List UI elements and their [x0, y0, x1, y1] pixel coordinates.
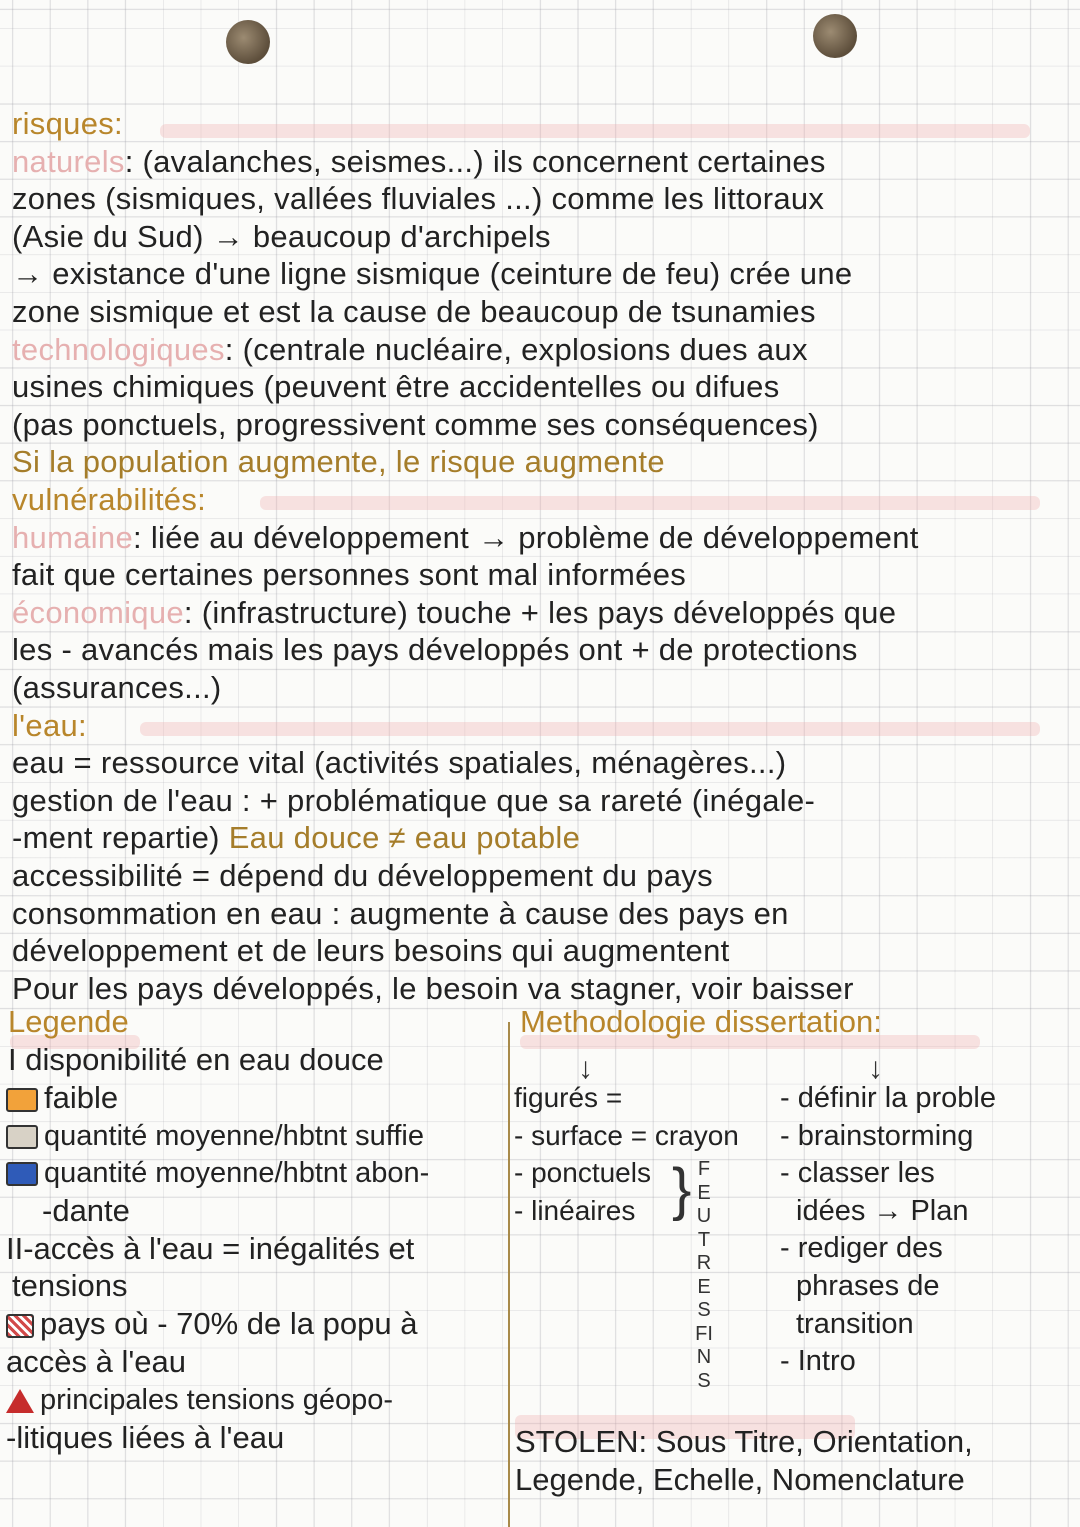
legend-item-faible: [6, 1080, 118, 1116]
legend-section-1: I disponibilité en eau douce: [8, 1042, 384, 1077]
note-text: : (infrastructure) touche + les pays développés que: [183, 594, 897, 630]
note-line: [12, 971, 854, 1007]
note-line: [12, 407, 819, 443]
figure-item: figurés =: [514, 1082, 623, 1113]
legend-item-tensions: [6, 1382, 393, 1418]
note-text: zone sismique et est la cause de beaucoup de tsunamies: [12, 294, 816, 329]
legend-item-abondante-cont: -dante: [42, 1193, 130, 1228]
note-text: Pour les pays développés, le besoin va stagner, voir baisser: [12, 970, 854, 1006]
category-label: naturels: [12, 143, 125, 179]
note-line: [12, 896, 789, 932]
punch-hole-left: [226, 20, 270, 64]
section-heading: risques:: [12, 106, 123, 141]
note-text: (pas ponctuels, progressivent comme ses conséquences): [12, 406, 819, 442]
legend-title: Legende: [8, 1004, 129, 1039]
legend-item-tensions-cont: -litiques liées à l'eau: [6, 1420, 285, 1455]
note-line: [12, 181, 824, 217]
note-text: les - avancés mais les pays développés ont + de protections: [12, 632, 858, 668]
stolen-line-1: STOLEN: Sous Titre, Orientation,: [515, 1424, 973, 1459]
note-text: → existance d'une ligne sismique (ceinture de feu) crée une: [12, 256, 853, 292]
highlight-risques: [160, 124, 1030, 138]
note-line: [12, 520, 919, 556]
method-step: transition: [796, 1307, 914, 1340]
legend-label: principales tensions géopo-: [40, 1384, 394, 1416]
red-triangle-icon: [6, 1389, 34, 1413]
legend-item-pays-cont: accès à l'eau: [6, 1344, 186, 1379]
note-text: (Asie du Sud) → beaucoup d'archipels: [12, 218, 551, 254]
note-text: usines chimiques (peuvent être accidentelles ou difues: [12, 369, 780, 405]
legend-item-suffie: [6, 1118, 424, 1154]
note-text: eau = ressource vital (activités spatiales, ménagères...): [12, 745, 787, 781]
note-line: [12, 144, 826, 180]
methodology-title: Methodologie dissertation:: [520, 1004, 882, 1039]
method-step: - Intro: [780, 1345, 856, 1378]
note-text: : (avalanches, seismes...) ils concernent certaines: [124, 143, 826, 179]
stolen-line-2: Legende, Echelle, Nomenclature: [515, 1462, 965, 1497]
note-text: Si la population augmente, le risque augmente: [12, 444, 665, 480]
note-line: [12, 482, 206, 518]
note-text: Eau douce ≠ eau potable: [228, 820, 581, 856]
note-line: [12, 106, 123, 142]
category-label: humaine: [12, 519, 134, 555]
note-line: [12, 444, 665, 480]
brace-icon: }: [672, 1157, 692, 1222]
note-line: [12, 557, 686, 593]
blue-swatch-icon: [6, 1162, 38, 1186]
category-label: économique: [12, 594, 184, 630]
figure-item: - surface = crayon: [514, 1119, 739, 1151]
note-text: : liée au développement → problème de développement: [133, 519, 919, 555]
legend-label: faible: [44, 1080, 119, 1115]
note-line: [12, 369, 780, 405]
note-text: -ment repartie): [12, 820, 229, 856]
note-line: [12, 332, 808, 368]
method-step: - brainstorming: [780, 1119, 974, 1152]
vertical-feutres-fins: FEUTRES FINS: [695, 1158, 713, 1392]
column-divider: [508, 1022, 510, 1527]
note-line: [12, 820, 580, 856]
orange-swatch-icon: [6, 1088, 38, 1112]
note-line: [12, 670, 222, 706]
legend-section-2: II-accès à l'eau = inégalités et: [6, 1231, 415, 1266]
punch-hole-right: [813, 14, 857, 58]
note-text: fait que certaines personnes sont mal informées: [12, 557, 687, 593]
note-line: [12, 595, 896, 631]
note-line: [12, 632, 858, 668]
note-text: (assurances...): [12, 670, 222, 705]
method-step: idées → Plan: [796, 1194, 969, 1227]
note-line: [12, 858, 713, 894]
note-text: : (centrale nucléaire, explosions dues aux: [224, 331, 808, 367]
note-text: zones (sismiques, vallées fluviales ...) comme les littoraux: [12, 181, 825, 217]
note-line: [12, 256, 852, 292]
note-line: [12, 783, 815, 819]
note-line: [12, 933, 730, 969]
figure-item: - linéaires: [514, 1194, 636, 1226]
note-text: accessibilité = dépend du développement du pays: [12, 858, 713, 893]
method-step: phrases de: [796, 1270, 940, 1302]
note-line: [12, 708, 87, 744]
legend-label: pays où - 70% de la popu à: [40, 1306, 418, 1341]
legend-item-pays: [6, 1306, 417, 1342]
legend-item-abondante: [6, 1155, 429, 1191]
note-text: gestion de l'eau : + problématique que sa rareté (inégale-: [12, 782, 816, 818]
arrow-down-icon: ↓: [578, 1052, 593, 1085]
method-step: - classer les: [780, 1157, 935, 1190]
section-heading: l'eau:: [12, 707, 87, 743]
highlight-eau: [140, 722, 1040, 736]
note-text: consommation en eau : augmente à cause des pays en: [12, 895, 789, 931]
note-line: [12, 219, 551, 255]
note-line: [12, 745, 786, 781]
legend-label: quantité moyenne/hbtnt abon-: [44, 1157, 430, 1189]
method-step: - définir la proble: [780, 1082, 996, 1114]
note-text: développement et de leurs besoins qui augmentent: [12, 933, 730, 969]
highlight-vulnerabilites: [260, 496, 1040, 510]
legend-section-2-cont: tensions: [12, 1268, 128, 1303]
method-step: - rediger des: [780, 1232, 943, 1265]
legend-label: quantité moyenne/hbtnt suffie: [44, 1120, 424, 1152]
note-line: [12, 294, 816, 330]
arrow-down-icon: ↓: [868, 1052, 883, 1085]
section-heading: vulnérabilités:: [12, 482, 207, 517]
beige-swatch-icon: [6, 1125, 38, 1149]
hatched-swatch-icon: [6, 1314, 34, 1338]
figure-item: - ponctuels: [514, 1157, 651, 1189]
category-label: technologiques: [12, 331, 225, 367]
